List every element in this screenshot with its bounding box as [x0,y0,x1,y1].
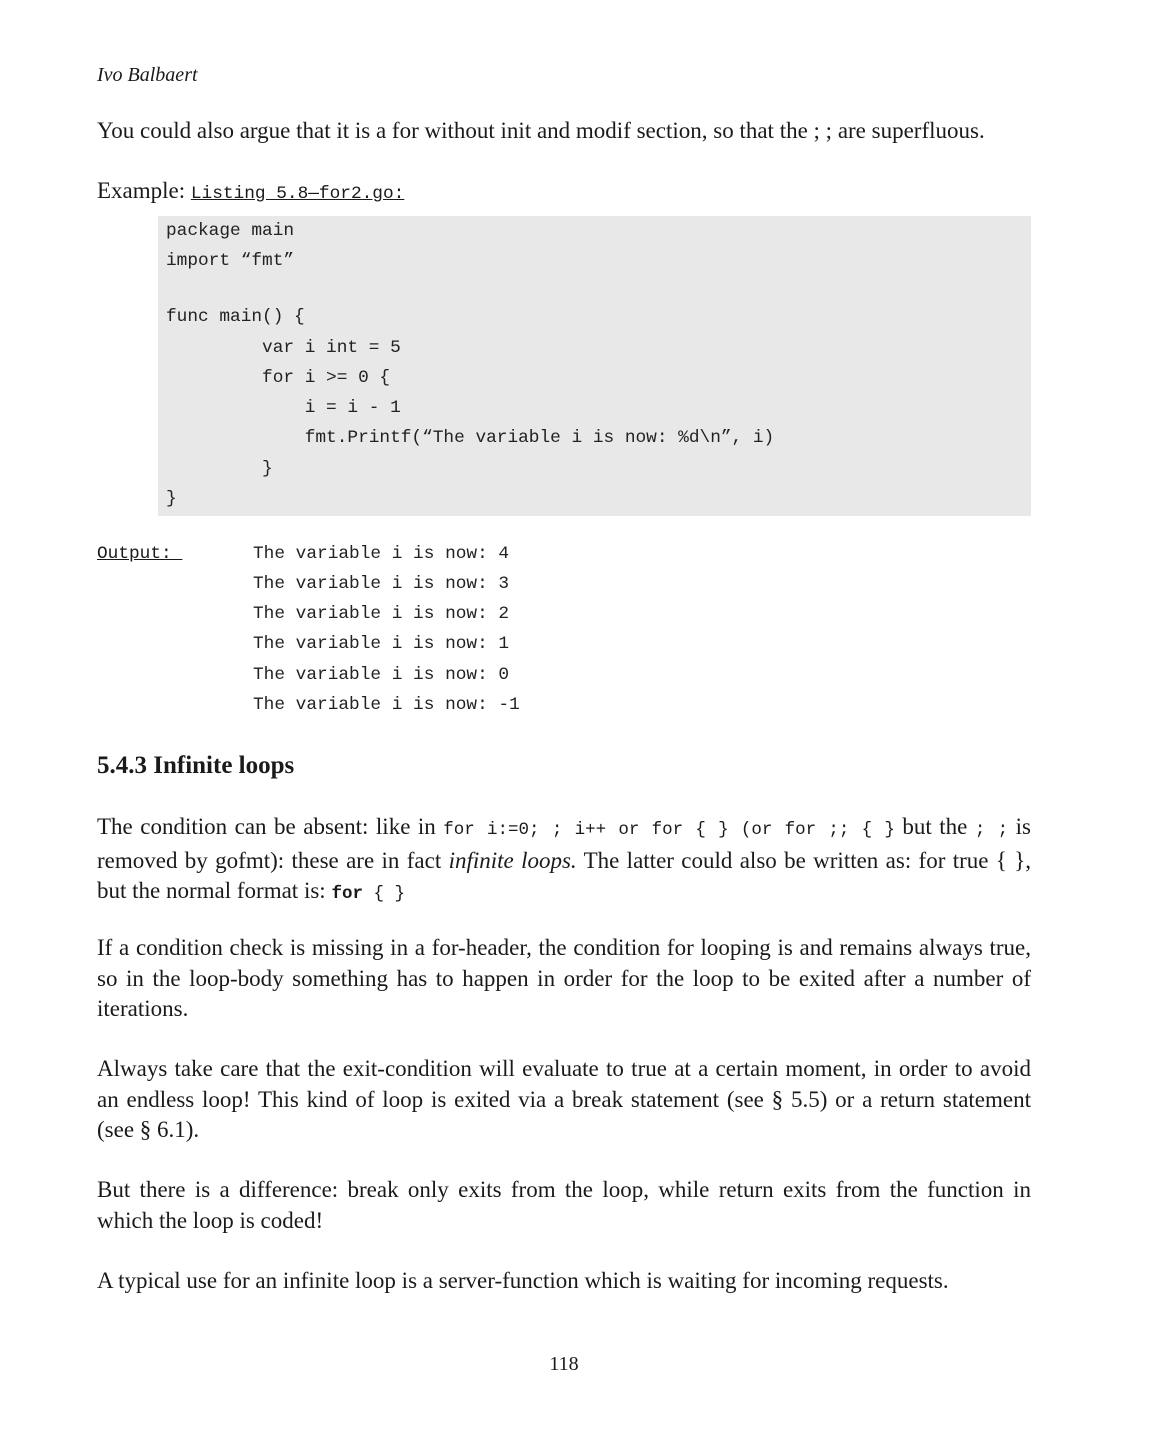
output-line: The variable i is now: 3 [253,574,510,594]
inline-code: ; ; [974,820,1009,840]
paragraph-missing-condition: If a condition check is missing in a for-header, the condition for looping is and remains always true, so in the loop-body something has to happen in order for the loop to be exited after a number of iterations. [97,935,1031,1021]
code-line: i = i - 1 [166,398,401,418]
example-label: Example: [97,178,191,203]
code-line: } [166,489,177,509]
text: but the [894,814,975,839]
code-line: func main() { [166,307,305,327]
inline-code: { } [362,884,405,904]
paragraph-condition-absent [97,812,1031,910]
listing-title: Listing 5.8—for2.go: [190,184,405,204]
page-number: 118 [549,1353,579,1375]
text: is removed by gofmt): these are in fact [97,814,1031,873]
paragraph-exit-condition: Always take care that the exit-condition will evaluate to true at a certain moment, in order to avoid an endless loop! This kind of loop is exited via a break statement (see § 5.5) or a return statement (see § 6.1). [97,1056,1031,1142]
output-line: The variable i is now: 0 [253,665,510,685]
running-header-author: Ivo Balbaert [97,64,198,86]
code-block [158,216,1031,516]
inline-code: for i:=0; ; i++ or for { } (or for ;; { } [443,820,895,840]
text: The condition can be absent: like in [97,814,444,839]
section-heading: 5.4.3 Infinite loops [97,752,295,779]
output-line: The variable i is now: -1 [253,695,520,715]
code-line: import “fmt” [166,251,295,271]
intro-paragraph: You could also argue that it is a for without init and modif section, so that the ; ; are superfluous. [97,118,985,143]
output-line: The variable i is now: 1 [253,634,510,654]
paragraph-break-vs-return: But there is a difference: break only exits from the loop, while return exits from the function in which the loop is coded! [97,1177,1031,1233]
code-line: } [166,459,273,479]
code-line: fmt.Printf(“The variable i is now: %d\n”, i) [166,428,775,448]
paragraph-server-function: A typical use for an infinite loop is a server-function which is waiting for incoming requests. [97,1268,949,1293]
output-line: The variable i is now: 2 [253,604,510,624]
emphasis: infinite loops. [448,847,577,873]
text: The latter could also be written as: for true { }, but the normal format is: [97,847,1031,903]
example-caption [97,176,1031,210]
output-label: Output: [97,544,183,564]
code-line: for i >= 0 { [166,368,391,388]
output-line: The variable i is now: 4 [253,544,510,564]
code-line: var i int = 5 [166,338,401,358]
code-line: package main [166,221,295,241]
inline-code-bold: for [331,884,363,904]
